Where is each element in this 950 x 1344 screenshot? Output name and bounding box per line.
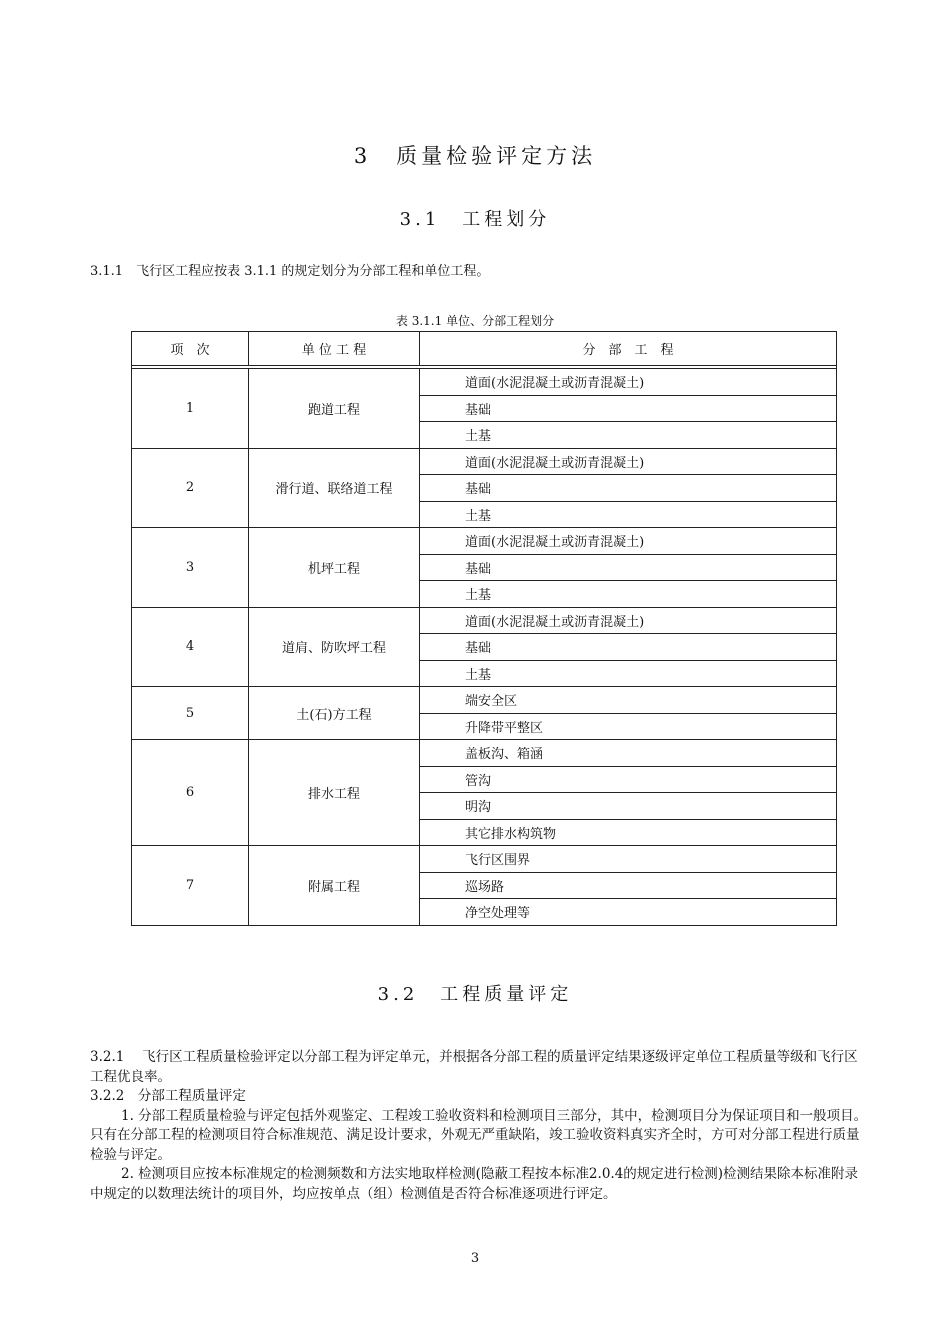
item-number: 4 (132, 607, 249, 687)
item-number: 6 (132, 740, 249, 846)
table-header-row (132, 332, 837, 366)
paragraph-3-2-2: 3.2.2 分部工程质量评定 (90, 1088, 246, 1104)
unit-project: 排水工程 (249, 740, 420, 846)
table-body (132, 366, 837, 926)
paragraph-item-1: 1. 分部工程质量检验与评定包括外观鉴定、工程竣工验收资料和检测项目三部分，其中，检测项目分为保证项目和一般项目。只有在分部工程的检测项目符合标准规范、满足设计要求，外观无严重缺陷，竣工验收资料真实齐全时，方可对分部工程进行质量检验与评定。 (90, 1107, 868, 1163)
table-row (132, 448, 837, 475)
sub-project: 端安全区 (420, 687, 837, 714)
sub-project: 道面(水泥混凝土或沥青混凝土) (420, 448, 837, 475)
item-number: 3 (132, 528, 249, 608)
sub-project: 飞行区围界 (420, 846, 837, 873)
item-number: 5 (132, 687, 249, 740)
sub-project: 基础 (420, 554, 837, 581)
section-title-3-2: 3.2 工程质量评定 (377, 984, 573, 1005)
unit-project: 跑道工程 (249, 369, 420, 449)
sub-project: 明沟 (420, 793, 837, 820)
sub-project: 道面(水泥混凝土或沥青混凝土) (420, 528, 837, 555)
unit-project: 滑行道、联络道工程 (249, 448, 420, 528)
sub-project: 基础 (420, 395, 837, 422)
sub-project: 管沟 (420, 766, 837, 793)
item-number: 7 (132, 846, 249, 926)
sub-project: 土基 (420, 501, 837, 528)
chapter-title: 3 质量检验评定方法 (353, 144, 597, 168)
table-row (132, 607, 837, 634)
unit-project: 附属工程 (249, 846, 420, 926)
table-row (132, 369, 837, 396)
sub-project: 土基 (420, 660, 837, 687)
sub-project: 巡场路 (420, 872, 837, 899)
header-no: 项 次 (132, 332, 249, 366)
sub-project: 道面(水泥混凝土或沥青混凝土) (420, 369, 837, 396)
table-row (132, 846, 837, 873)
table-caption: 表 3.1.1 单位、分部工程划分 (395, 314, 555, 328)
table-row (132, 528, 837, 555)
item-number: 1 (132, 369, 249, 449)
paragraph-item-2: 2. 检测项目应按本标准规定的检测频数和方法实地取样检测(隐蔽工程按本标准2.0.4的规定进行检测)检测结果除本标准附录中规定的以数理法统计的项目外，均应按单点（组）检测值是否符合标准逐项进行评定。 (90, 1166, 859, 1202)
unit-project: 土(石)方工程 (249, 687, 420, 740)
sub-project: 升降带平整区 (420, 713, 837, 740)
sub-project: 土基 (420, 422, 837, 449)
header-unit: 单 位 工 程 (249, 332, 420, 366)
paragraph-3-2-1: 3.2.1 飞行区工程质量检验评定以分部工程为评定单元，并根据各分部工程的质量评定结果逐级评定单位工程质量等级和飞行区工程优良率。 (90, 1049, 858, 1085)
unit-project: 道肩、防吹坪工程 (249, 607, 420, 687)
table-row (132, 687, 837, 714)
sub-project: 净空处理等 (420, 899, 837, 926)
division-table (131, 331, 837, 926)
page-number: 3 (470, 1251, 480, 1266)
sub-project: 盖板沟、箱涵 (420, 740, 837, 767)
clause-3-1-1: 3.1.1 飞行区工程应按表 3.1.1 的规定划分为分部工程和单位工程。 (90, 264, 490, 279)
unit-project: 机坪工程 (249, 528, 420, 608)
table-row (132, 740, 837, 767)
sub-project: 土基 (420, 581, 837, 608)
body-text (90, 1048, 870, 1204)
sub-project: 其它排水构筑物 (420, 819, 837, 846)
section-title-3-1: 3.1 工程划分 (399, 209, 551, 230)
header-sub: 分 部 工 程 (420, 332, 837, 366)
sub-project: 基础 (420, 634, 837, 661)
sub-project: 基础 (420, 475, 837, 502)
sub-project: 道面(水泥混凝土或沥青混凝土) (420, 607, 837, 634)
item-number: 2 (132, 448, 249, 528)
